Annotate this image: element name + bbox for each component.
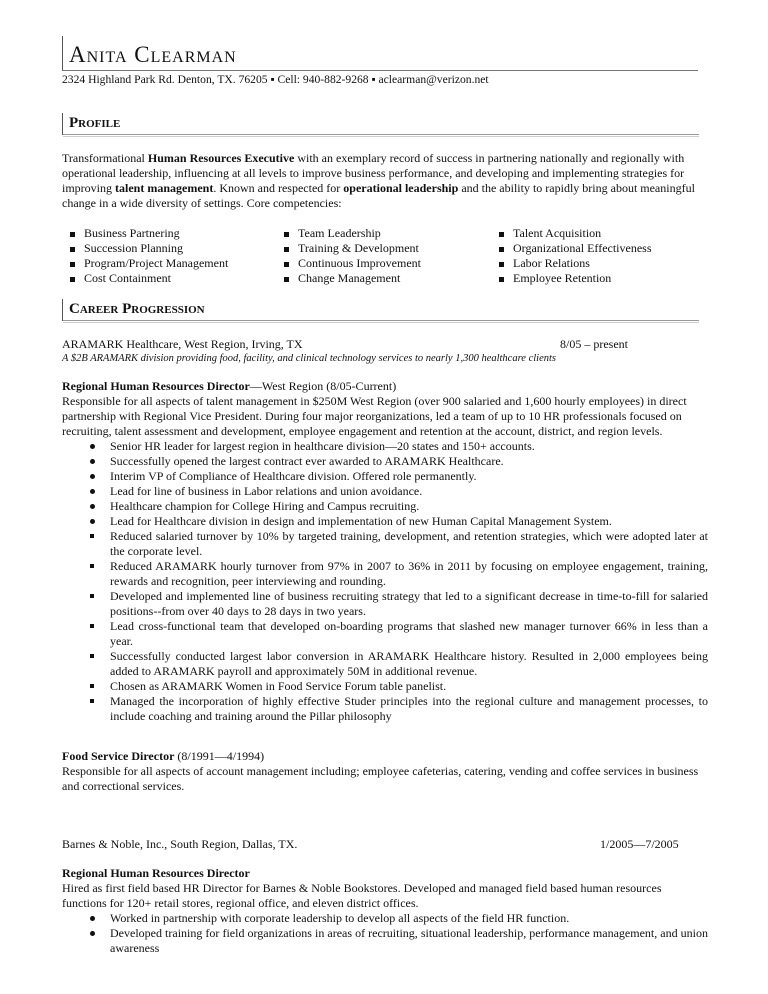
achievement-item: Successfully opened the largest contract ever awarded to ARAMARK Healthcare. <box>62 454 708 469</box>
competency-item: Succession Planning <box>62 241 228 256</box>
achievement-item: Lead for line of business in Labor relations and union avoidance. <box>62 484 708 499</box>
competency-item: Cost Containment <box>62 271 228 286</box>
job1-achievements-square <box>62 529 708 724</box>
achievement-item: Reduced ARAMARK hourly turnover from 97% in 2007 to 36% in 2011 by focusing on employee engagement, training, rewards and recognition, peer interviewing and rounding. <box>62 559 708 589</box>
resume-header <box>62 36 698 86</box>
profile-text-2: with an exemplary record of success in partnering nationally and regionally with operational leadership, influencing at all levels to improve business performance, and developing and implementing strategies for improving <box>62 151 685 195</box>
achievement-item: Reduced salaried turnover by 10% by targeted training, development, and retention strategies, which were adopted later at the corporate level. <box>62 529 708 559</box>
achievement-item: Senior HR leader for largest region in healthcare division—20 states and 150+ accounts. <box>62 439 708 454</box>
achievement-item: Developed training for field organizations in areas of recruiting, situational leadership, performance management, and union awareness <box>62 926 708 956</box>
profile-heading-rule-2 <box>63 136 699 137</box>
job1-achievements-disc <box>62 439 708 529</box>
job1-role2-summary: Responsible for all aspects of account management including; employee cafeterias, catering, vending and coffee services in business and correctional services. <box>62 764 699 793</box>
career-heading-rule-2 <box>63 322 699 323</box>
profile-bold-3: operational leadership <box>343 181 459 195</box>
job1-description: A $2B ARAMARK division providing food, facility, and clinical technology services to nearly 1,300 healthcare clients <box>62 353 556 364</box>
job2-company: Barnes & Noble, Inc., South Region, Dallas, TX. <box>62 837 298 851</box>
competencies-col-3 <box>491 226 652 286</box>
job2-role <box>62 866 708 956</box>
competency-item: Team Leadership <box>276 226 421 241</box>
header-rule <box>62 70 698 71</box>
candidate-name: Anita Clearman <box>69 42 237 67</box>
profile-heading <box>62 113 699 135</box>
achievement-item: Successfully conducted largest labor conversion in ARAMARK Healthcare history. Resulted in 2,000 employees being added to ARAMARK payroll and approximately 50M in additional revenue. <box>62 649 708 679</box>
job2-achievements <box>62 911 708 956</box>
competency-item: Employee Retention <box>491 271 652 286</box>
competency-item: Training & Development <box>276 241 421 256</box>
competency-item: Business Partnering <box>62 226 228 241</box>
job1-role2-title-line <box>62 749 708 764</box>
job1-role1-title: Regional Human Resources Director <box>62 379 250 393</box>
profile-bold-1: Human Resources Executive <box>147 151 295 165</box>
job1-role1-summary: Responsible for all aspects of talent management in $250M West Region (over 900 salaried and 1,600 hourly employees) in direct partnership with Regional Vice President. During four major reorganizations, led a team of up to 10 HR professionals focused on recruiting, talent assessment and development, employee engagement and retention at the account, district, and region levels. <box>62 394 687 438</box>
competencies-col-1 <box>62 226 228 286</box>
achievement-item: Interim VP of Compliance of Healthcare division. Offered role permanently. <box>62 469 708 484</box>
profile-heading-rule <box>63 134 699 135</box>
profile-summary <box>62 151 708 211</box>
job1-role2-subtitle: (8/1991—4/1994) <box>174 749 265 763</box>
profile-heading-text: Profile <box>69 115 121 131</box>
competency-item: Talent Acquisition <box>491 226 652 241</box>
profile-text-3: . Known and respected for <box>213 181 344 195</box>
job2-dates: 1/2005—7/2005 <box>600 837 679 851</box>
job1-role2-title: Food Service Director <box>62 749 175 763</box>
achievement-item: Healthcare champion for College Hiring and Campus recruiting. <box>62 499 708 514</box>
job1-role1-subtitle: —West Region (8/05-Current) <box>249 379 397 393</box>
achievement-item: Lead for Healthcare division in design and implementation of new Human Capital Management System. <box>62 514 708 529</box>
job1-dates: 8/05 – present <box>560 337 628 351</box>
job1-company: ARAMARK Healthcare, West Region, Irving, TX <box>62 337 303 351</box>
competency-item: Program/Project Management <box>62 256 228 271</box>
profile-text-4: and the ability to rapidly bring about meaningful change in a wide diversity of settings. Core competencies: <box>62 181 695 210</box>
job1-role1-title-line <box>62 379 708 394</box>
competency-item: Change Management <box>276 271 421 286</box>
profile-bold-2: talent management <box>115 181 214 195</box>
career-heading-rule <box>63 320 699 321</box>
competency-item: Organizational Effectiveness <box>491 241 652 256</box>
achievement-item: Worked in partnership with corporate leadership to develop all aspects of the field HR function. <box>62 911 708 926</box>
job1-role1 <box>62 379 708 724</box>
achievement-item: Developed and implemented line of business recruiting strategy that led to a significant decrease in time-to-fill for salaried positions--from over 40 days to 28 days in two years. <box>62 589 708 619</box>
contact-line: 2324 Highland Park Rd. Denton, TX. 76205 ▪ Cell: 940-882-9268 ▪ aclearman@verizon.net <box>62 73 489 86</box>
competency-item: Labor Relations <box>491 256 652 271</box>
achievement-item: Managed the incorporation of highly effective Studer principles into the regional culture and management processes, to include coaching and training around the Pillar philosophy <box>62 694 708 724</box>
competencies-col-2 <box>276 226 421 286</box>
competency-item: Continuous Improvement <box>276 256 421 271</box>
achievement-item: Lead cross-functional team that developed on-boarding programs that slashed new manager turnover 66% in less than a year. <box>62 619 708 649</box>
job2-role-title: Regional Human Resources Director <box>62 866 250 880</box>
career-heading <box>62 299 699 321</box>
job2-summary: Hired as first field based HR Director for Barnes & Noble Bookstores. Developed and managed field based human resources functions for 120+ retail stores, regional office, and eleven district offices. <box>62 881 662 910</box>
name-block <box>62 36 698 70</box>
job1-role2 <box>62 749 708 794</box>
achievement-item: Chosen as ARAMARK Women in Food Service Forum table panelist. <box>62 679 708 694</box>
profile-paragraph <box>62 151 708 211</box>
profile-text-1: Transformational <box>62 151 148 165</box>
career-heading-text: Career Progression <box>69 301 205 317</box>
job2-role-title-line <box>62 866 708 881</box>
